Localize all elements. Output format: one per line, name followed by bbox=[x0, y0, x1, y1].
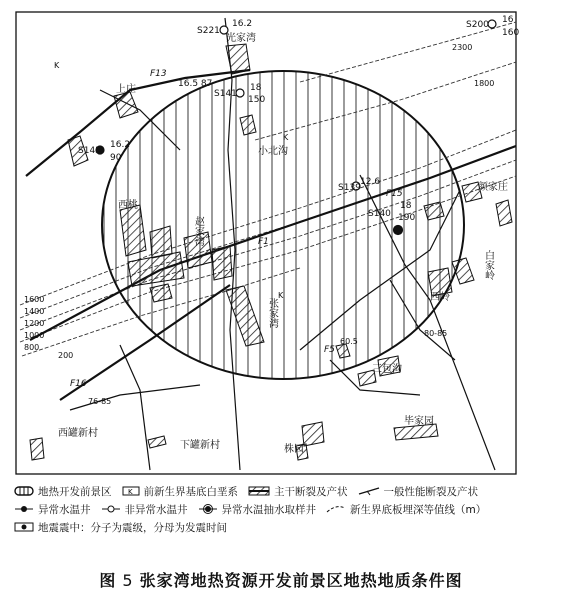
well-s221-num: 16.2 bbox=[232, 19, 253, 29]
place-sanbaogou: 三包沟 bbox=[372, 364, 402, 375]
well-s143-den: 90 bbox=[110, 153, 122, 163]
place-xiabei: 西桃 bbox=[118, 200, 138, 211]
well-s200-label: S200 bbox=[466, 20, 489, 30]
legend-main-fault bbox=[248, 484, 348, 499]
sample-well-symbol bbox=[198, 504, 218, 514]
well-s139-label: S139 bbox=[338, 183, 361, 193]
place-hujiazhuang: 颜家庄 bbox=[478, 182, 508, 193]
map-legend bbox=[14, 482, 554, 536]
well-s140-label: S140 bbox=[368, 209, 391, 219]
well-s141-den: 150 bbox=[248, 95, 266, 105]
legend-pre-cenozoic bbox=[122, 484, 239, 499]
main-faults bbox=[26, 70, 516, 400]
place-zhuyuan: 株园 bbox=[284, 444, 304, 455]
earthquake-symbol bbox=[14, 522, 34, 532]
legend-earthquake-label: 地震震中：分子为震级，分母为发震时间 bbox=[38, 521, 227, 534]
contour-label-2300: 2300 bbox=[452, 43, 473, 52]
general-fault-symbol bbox=[358, 486, 380, 496]
place-xiaguanxincun: 下罐新村 bbox=[180, 440, 220, 451]
legend-main-fault-label: 主干断裂及产状 bbox=[274, 485, 348, 498]
well-s221-den: S221 bbox=[197, 26, 220, 36]
well-s200-num: 16 bbox=[502, 15, 514, 25]
legend-abnormal-well-label: 异常水温井 bbox=[38, 503, 91, 516]
normal-well-symbol bbox=[101, 504, 121, 514]
well-s200 bbox=[488, 20, 496, 28]
well-s140 bbox=[394, 226, 403, 235]
legend-sample-well-label: 异常水温抽水取样井 bbox=[221, 503, 316, 516]
legend-prospect-area-label: 地热开发前景区 bbox=[38, 485, 112, 498]
abnormal-well-symbol bbox=[14, 504, 34, 514]
place-guangjiawan: 光家湾 bbox=[226, 33, 256, 44]
legend-prospect-area bbox=[14, 484, 112, 499]
contour-label-1200: 1200 bbox=[24, 319, 45, 328]
prospect-area-symbol bbox=[14, 486, 34, 496]
fault-label-f16: F16 bbox=[70, 379, 87, 389]
legend-depth-contour bbox=[326, 502, 486, 517]
place-bijiayuan: 毕家园 bbox=[404, 416, 434, 427]
contour-label-80-85: 80-85 bbox=[424, 329, 448, 338]
k-marker-1: K bbox=[54, 61, 60, 70]
place-baijiagou: 白家岭 bbox=[482, 250, 494, 280]
f13-note: 16.5 87 bbox=[178, 79, 213, 89]
place-xiling: 西岭 bbox=[430, 292, 450, 303]
contour-label-1400: 1400 bbox=[24, 307, 45, 316]
figure-caption bbox=[0, 568, 562, 591]
caption-number: 5 bbox=[122, 571, 134, 590]
main-fault-symbol bbox=[248, 486, 270, 496]
cretaceous-symbol bbox=[122, 486, 140, 496]
well-s200-den: 160 bbox=[502, 28, 520, 38]
well-s139-num: 12.6 bbox=[360, 177, 381, 187]
well-s143-label: S143 bbox=[78, 146, 101, 156]
well-s141 bbox=[236, 89, 244, 97]
depth-contour-symbol bbox=[326, 504, 346, 514]
well-s143-num: 16.2 bbox=[110, 140, 131, 150]
contour-label-1600: 1600 bbox=[24, 295, 45, 304]
place-zhangjiawan: 张家湾 bbox=[266, 298, 278, 328]
well-s141-label: S141 bbox=[214, 89, 237, 99]
legend-abnormal-well bbox=[14, 502, 91, 517]
prospect-zone-boundary bbox=[102, 71, 464, 379]
place-shangzhuang: 上庄 bbox=[116, 84, 136, 95]
fault-label-f13: F13 bbox=[150, 69, 167, 79]
contour-label-76-85: 76-85 bbox=[88, 397, 112, 406]
place-zhaojiawan: 赵家湾 bbox=[192, 216, 204, 246]
place-xiguanxincun: 西罐新村 bbox=[58, 428, 98, 439]
contour-label-200: 200 bbox=[58, 351, 74, 360]
legend-normal-well-label: 非异常水温井 bbox=[124, 503, 188, 516]
fault-label-f1: F1 bbox=[258, 237, 269, 247]
legend-general-fault bbox=[358, 484, 479, 499]
place-xiaobeigou: 小北沟 bbox=[258, 146, 288, 157]
well-s141-num: 18 bbox=[250, 83, 262, 93]
k-marker-3: K bbox=[278, 291, 284, 300]
legend-general-fault-label: 一般性能断裂及产状 bbox=[383, 485, 478, 498]
legend-pre-cenozoic-label: 前新生界基底白垩系 bbox=[143, 485, 238, 498]
contour-label-1000: 1000 bbox=[24, 331, 45, 340]
fault-label-f15: F15 bbox=[386, 189, 403, 199]
legend-depth-contour-label: 新生界底板埋深等值线（m） bbox=[350, 503, 487, 516]
contour-label-800: 800 bbox=[24, 343, 40, 352]
legend-normal-well bbox=[101, 502, 188, 517]
contour-label-1800: 1800 bbox=[474, 79, 495, 88]
legend-sample-well bbox=[198, 502, 317, 517]
fault-label-f5: F5 bbox=[324, 345, 335, 355]
contour-label-60-5: 60.5 bbox=[340, 337, 358, 346]
well-s140-den: 190 bbox=[398, 213, 416, 223]
svg-text:K: K bbox=[127, 488, 133, 496]
legend-earthquake bbox=[14, 520, 227, 535]
k-marker-2: K bbox=[283, 133, 289, 142]
well-s140-num: 18 bbox=[400, 201, 412, 211]
caption-title: 张家湾地热资源开发前景区地热地质条件图 bbox=[139, 571, 463, 590]
caption-prefix: 图 bbox=[99, 571, 117, 590]
